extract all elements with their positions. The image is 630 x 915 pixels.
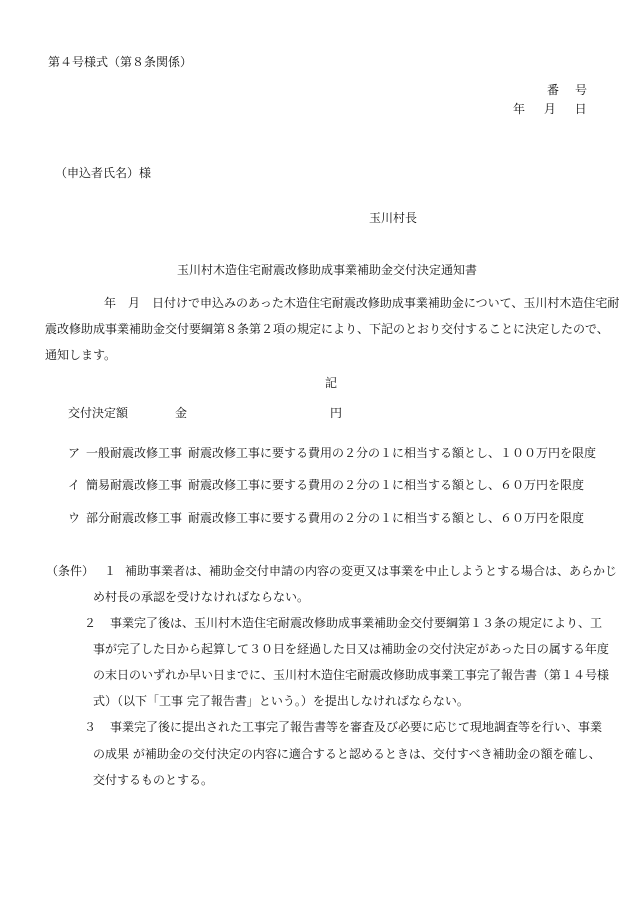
item-mark: イ (68, 478, 81, 492)
item-type: 部分耐震改修工事 (86, 511, 183, 525)
item-a (68, 446, 596, 460)
item-type: 一般耐震改修工事 (86, 446, 183, 460)
condition-1-number: １ (104, 564, 117, 578)
item-u (68, 511, 584, 525)
body-line-3: 通知します。 (45, 348, 117, 362)
condition-2-line-4: 式）（以下「工事 完了報告書」という。）を提出しなければならない。 (93, 694, 469, 708)
condition-3-line-1: 事業完了後に提出された工事完了報告書等を審査及び必要に応じて現地調査等を行い、事業 (110, 720, 603, 734)
number-label: 番 号 (547, 83, 590, 97)
recipient-name: （申込者氏名）様 (55, 166, 152, 180)
condition-2-line-1: 事業完了後は、玉川村木造住宅耐震改修助成事業補助金交付要綱第１３条の規定により、工 (110, 616, 603, 630)
amount-label: 交付決定額 (68, 406, 129, 420)
item-mark: ア (68, 446, 81, 460)
item-mark: ウ (68, 511, 81, 525)
condition-2-line-2: 事が完了した日から起算して３０日を経過した日又は補助金の交付決定があった日の属する年度 (93, 642, 609, 656)
item-type: 簡易耐震改修工事 (86, 478, 183, 492)
item-i (68, 478, 584, 492)
condition-2-line-3: の末日のいずれか早い日までに、玉川村木造住宅耐震改修助成事業工事完了報告書（第１４号様 (93, 668, 610, 682)
condition-3-number: ３ (84, 720, 97, 734)
item-desc: 耐震改修工事に要する費用の２分の１に相当する額とし、６０万円を限度 (188, 478, 585, 492)
condition-1-line-2: め村長の承認を受けなければならない。 (93, 590, 310, 604)
item-desc: 耐震改修工事に要する費用の２分の１に相当する額とし、６０万円を限度 (188, 511, 585, 525)
document-title: 玉川村木造住宅耐震改修助成事業補助金交付決定通知書 (177, 263, 478, 277)
form-label: 第４号様式（第８条関係） (48, 55, 193, 69)
condition-2-number: ２ (84, 616, 97, 630)
body-line-2: 震改修助成事業補助金交付要綱第８条第２項の規定により、下記のとおり交付することに決定したので、 (45, 322, 609, 336)
condition-3-line-3: 交付するものとする。 (93, 773, 214, 787)
condition-3-line-2: の成果 が補助金の交付決定の内容に適合すると認めるときは、交付すべき補助金の額を確し、 (93, 747, 601, 761)
conditions-label: （条件） (46, 564, 95, 578)
item-desc: 耐震改修工事に要する費用の２分の１に相当する額とし、１００万円を限度 (188, 446, 597, 460)
ki-heading: 記 (325, 376, 338, 390)
body-line-1: 年 月 日付けで申込みのあった木造住宅耐震改修助成事業補助金について、玉川村木造住宅耐 (104, 296, 620, 310)
condition-1-line-1: 補助事業者は、補助金交付申請の内容の変更又は事業を中止しようとする場合は、あらかじ (125, 564, 618, 578)
issuer-name: 玉川村長 (369, 211, 418, 225)
amount-unit: 円 (330, 406, 343, 420)
amount-prefix: 金 (175, 406, 188, 420)
date-label: 年 月 日 (513, 102, 588, 116)
